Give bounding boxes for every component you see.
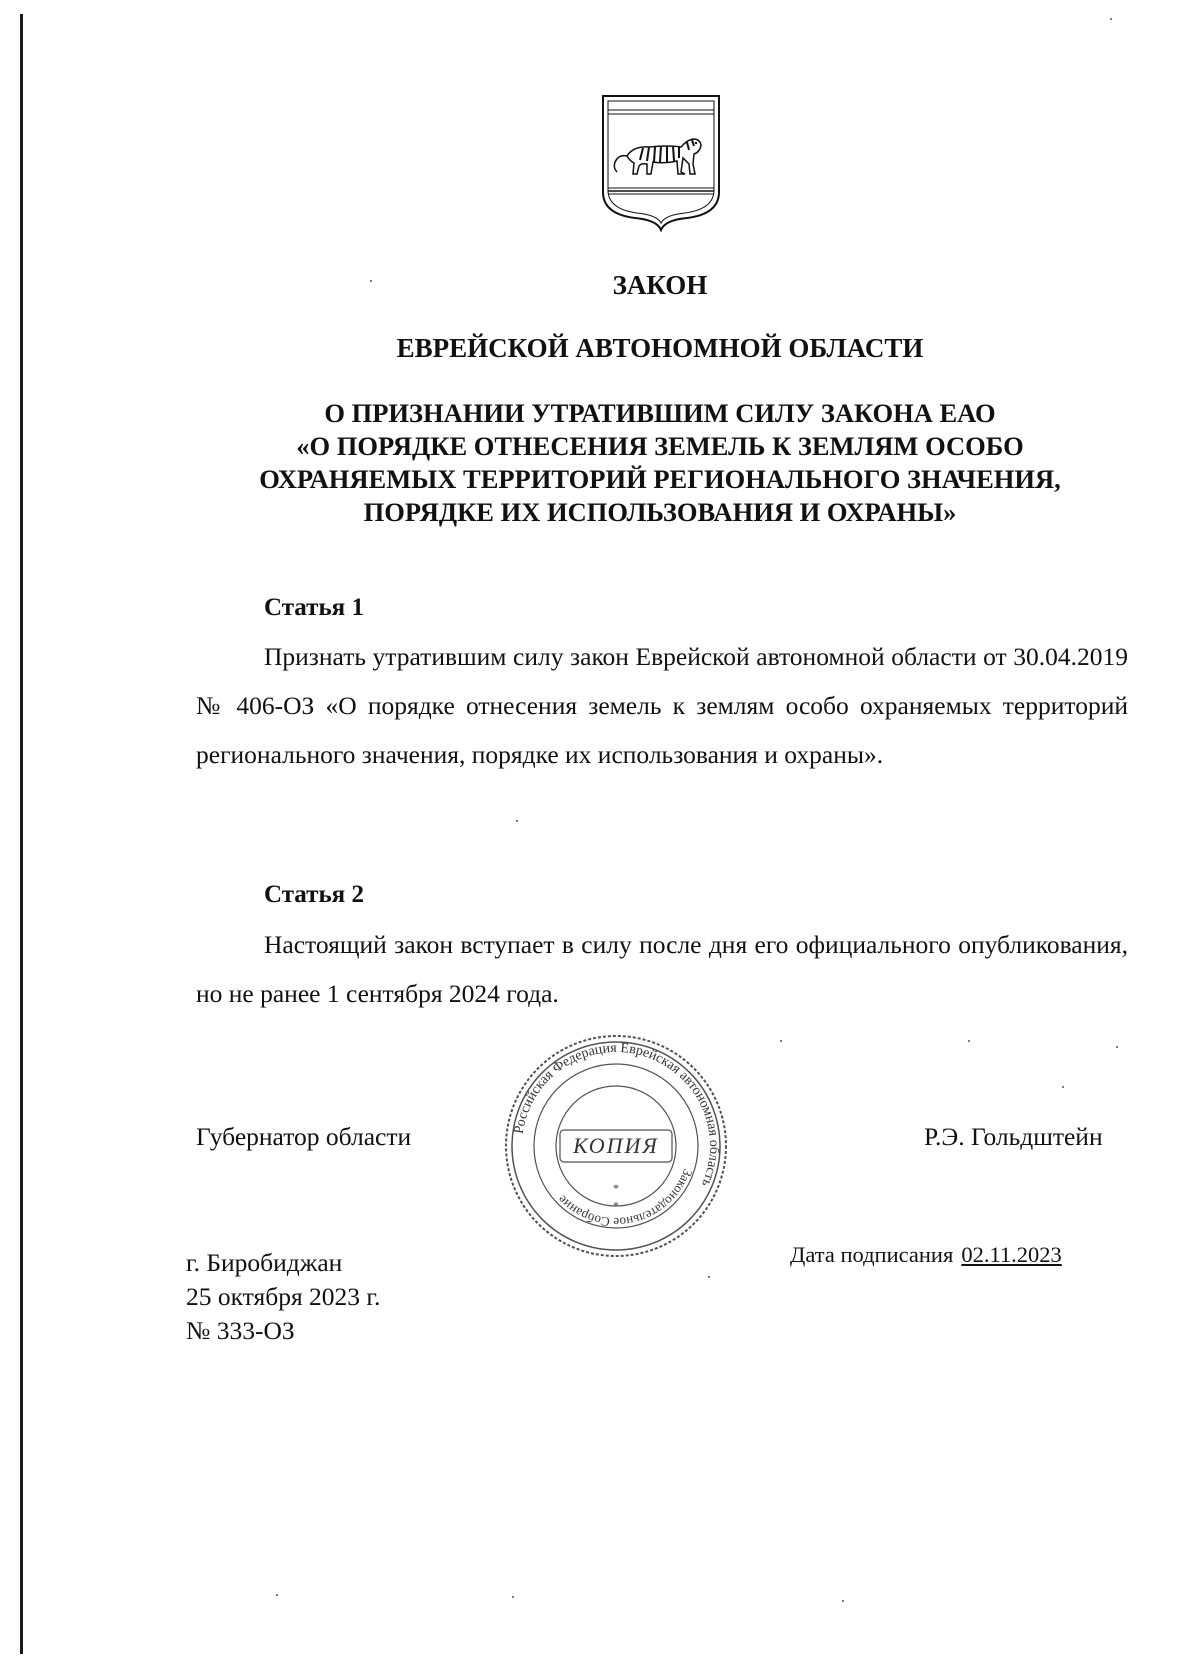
subject-line: ОХРАНЯЕМЫХ ТЕРРИТОРИЙ РЕГИОНАЛЬНОГО ЗНАЧЕНИЯ, <box>259 464 1061 494</box>
seal-copy-mark: КОПИЯ <box>573 1133 659 1158</box>
official-seal-stamp <box>502 1032 730 1260</box>
signatory-position: Губернатор области <box>196 1122 412 1151</box>
binding-margin-line <box>20 14 23 1654</box>
region-title: ЕВРЕЙСКОЙ АВТОНОМНОЙ ОБЛАСТИ <box>396 333 924 363</box>
adoption-date: 25 октября 2023 г. <box>186 1282 381 1311</box>
subject-line: О ПРИЗНАНИИ УТРАТИВШИМ СИЛУ ЗАКОНА ЕАО <box>324 398 996 428</box>
seal-inner-text: Законодательное Собрание <box>554 1167 696 1231</box>
article-1-text: Признать утратившим силу закон Еврейской автономной области от 30.04.2019 № 406-ОЗ «О порядке отнесения земель к землям особо охраняемых территорий регионального значения, порядке их использования и охраны». <box>196 642 1128 769</box>
signing-info <box>790 1242 1062 1268</box>
svg-text:*: * <box>613 1181 619 1195</box>
signing-date: 02.11.2023 <box>961 1242 1062 1267</box>
article-1-heading: Статья 1 <box>264 594 364 621</box>
city: г. Биробиджан <box>186 1248 343 1277</box>
subject-line: «О ПОРЯДКЕ ОТНЕСЕНИЯ ЗЕМЕЛЬ К ЗЕМЛЯМ ОСОБО <box>296 431 1024 461</box>
svg-text:*: * <box>613 1201 619 1212</box>
seal-outer-text: Российская Федерация Еврейская автономная область <box>511 1040 722 1189</box>
signatory-name: Р.Э. Гольдштейн <box>924 1122 1103 1151</box>
article-2-text: Настоящий закон вступает в силу после дня его официального опубликования, но не ранее 1 сентября 2024 года. <box>196 930 1128 1008</box>
law-subject-title <box>0 397 1200 529</box>
article-2-heading: Статья 2 <box>264 881 364 908</box>
tiger-coat-of-arms-icon <box>599 92 723 232</box>
adoption-details <box>186 1246 380 1348</box>
subject-line: ПОРЯДКЕ ИХ ИСПОЛЬЗОВАНИЯ И ОХРАНЫ» <box>363 497 957 527</box>
signing-label: Дата подписания <box>790 1242 954 1267</box>
document-title: ЗАКОН <box>612 270 708 300</box>
law-number: № 333-ОЗ <box>186 1316 295 1345</box>
